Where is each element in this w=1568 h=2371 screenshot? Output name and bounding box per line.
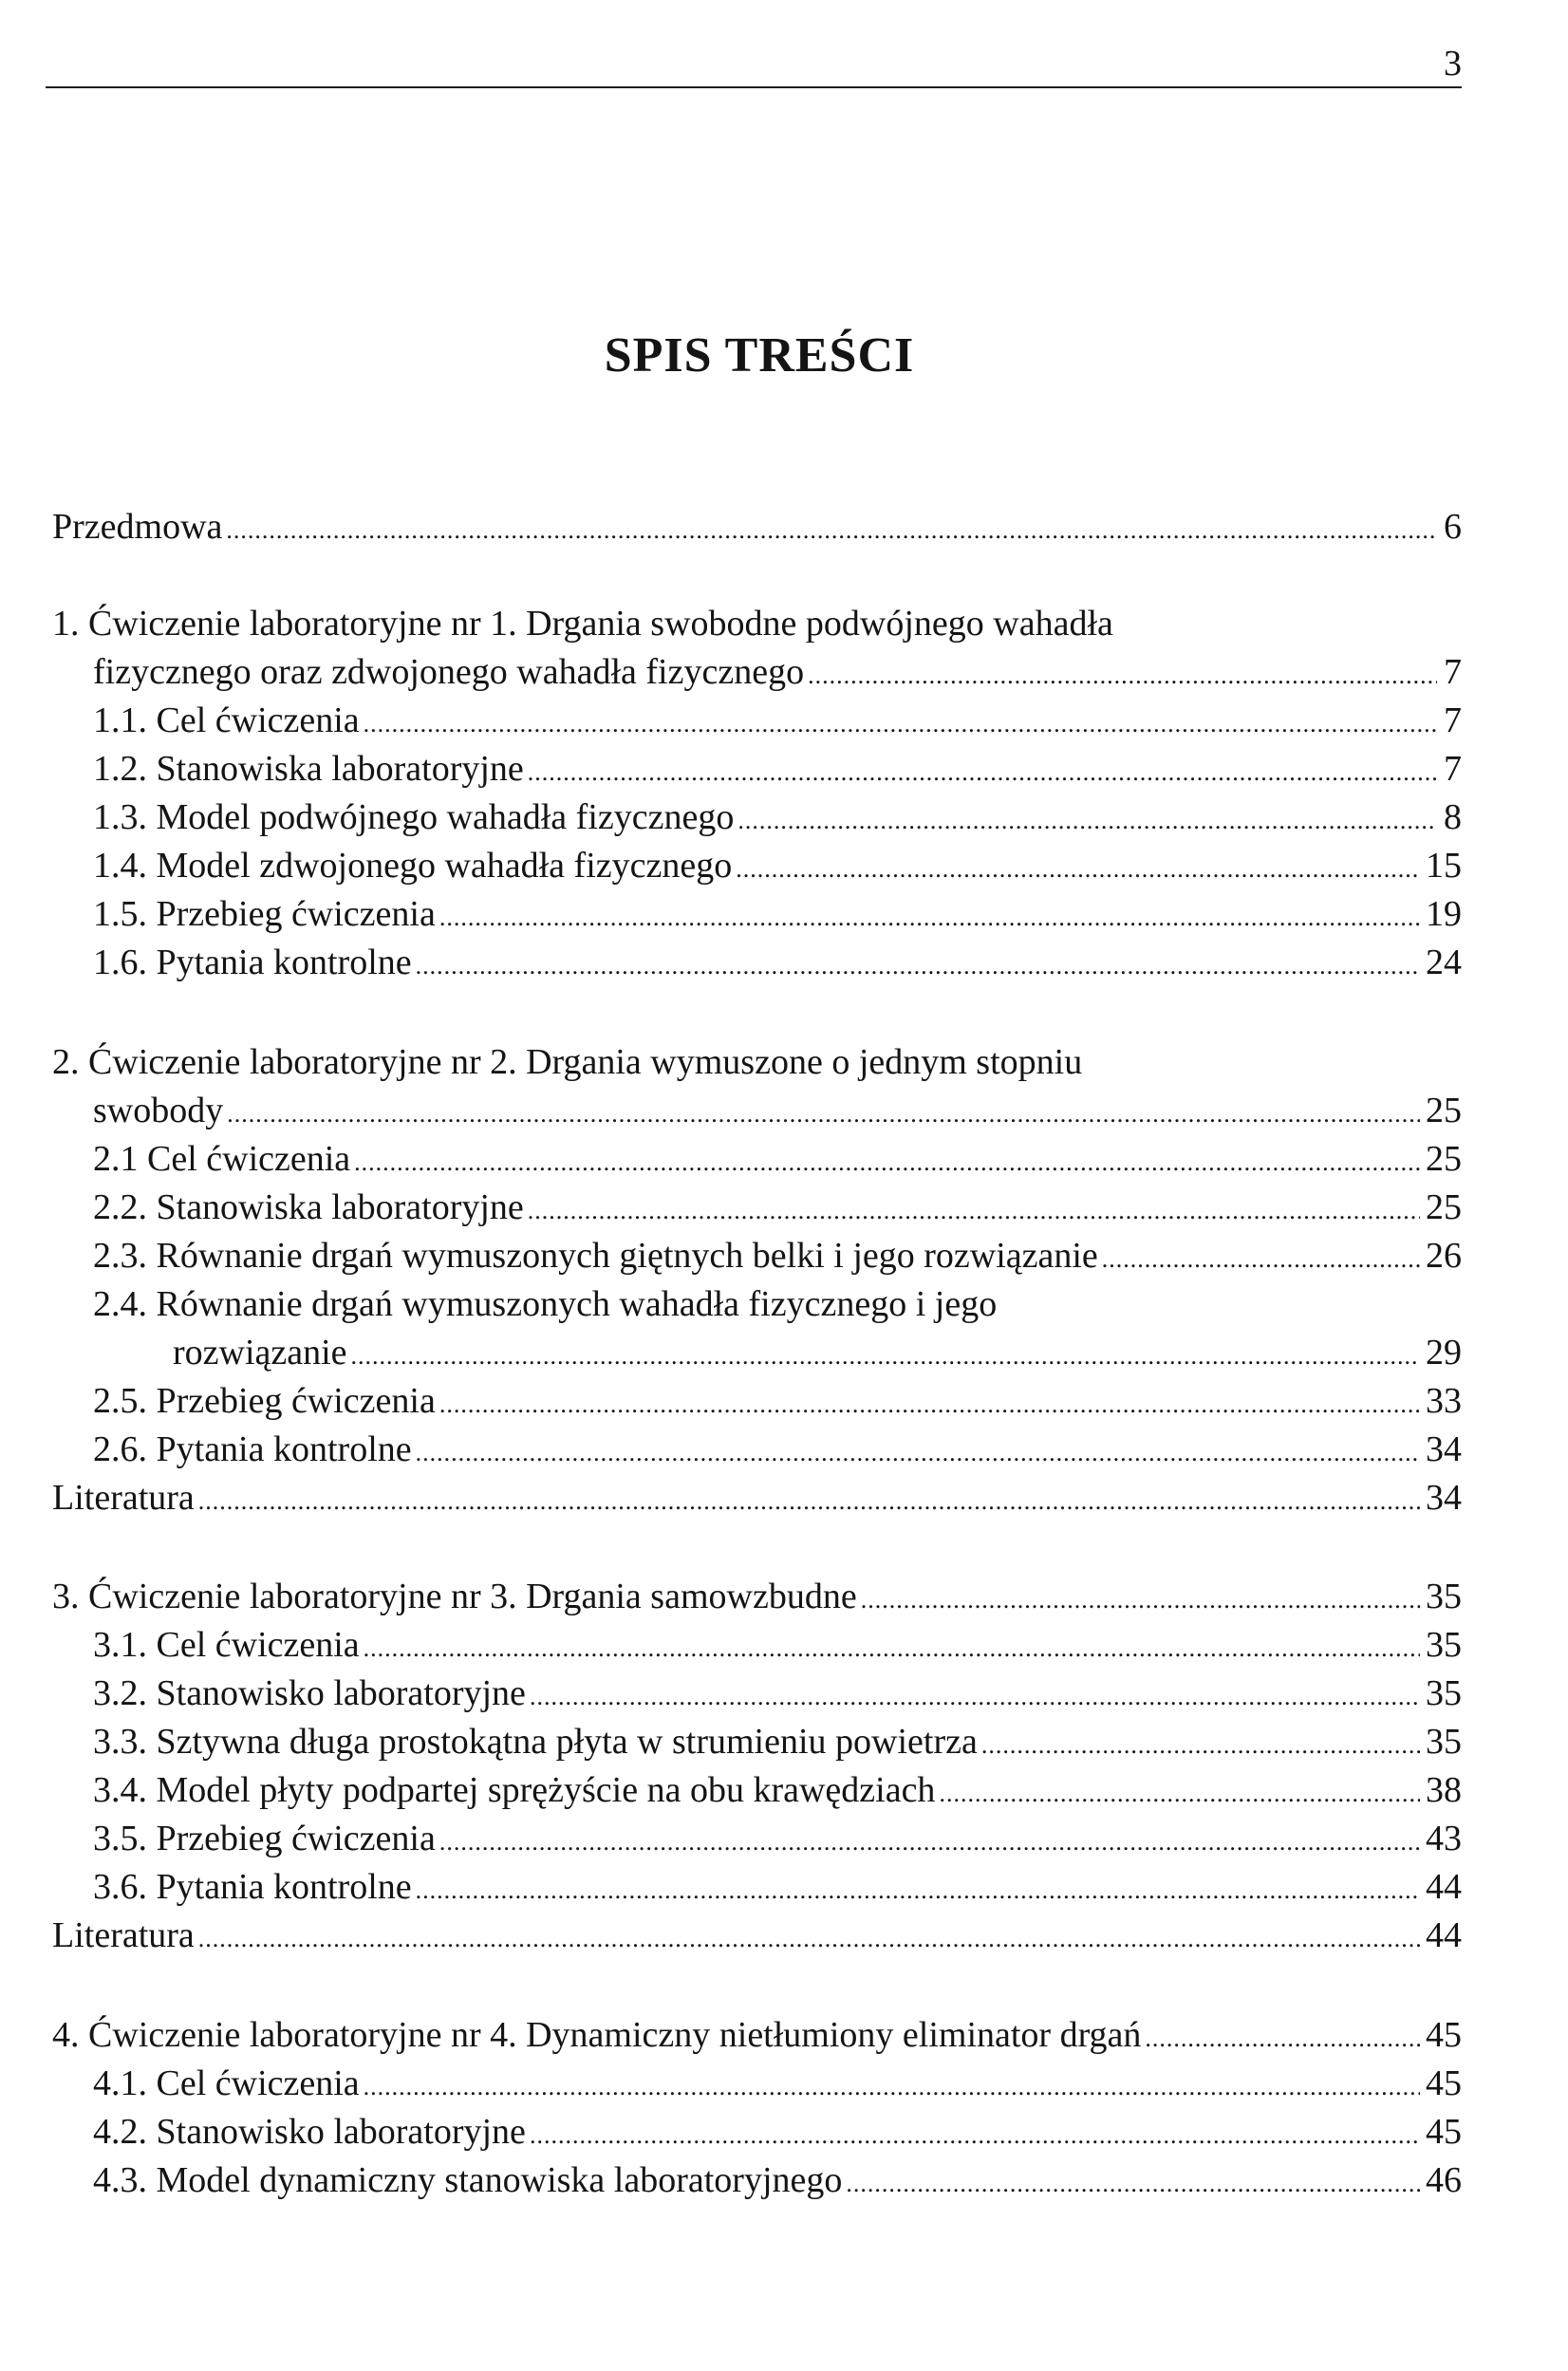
toc-entry-1-5[interactable]: [93, 890, 1462, 938]
toc-page-number: 38: [1426, 1770, 1462, 1810]
toc-entry-3-2[interactable]: [93, 1670, 1462, 1717]
dot-leader: [861, 1577, 1420, 1624]
toc-entry-2-3[interactable]: [93, 1232, 1462, 1279]
toc-entry-text: 4.2. Stanowisko laboratoryjne: [93, 2112, 526, 2152]
toc-entry-chapter-1[interactable]: [93, 648, 1462, 696]
toc-page-number: 15: [1426, 846, 1462, 886]
toc-entry-text: 3.5. Przebieg ćwiczenia: [93, 1819, 436, 1858]
toc-entry-2-4[interactable]: [173, 1329, 1462, 1376]
toc-entry-text: 2.2. Stanowiska laboratoryjne: [93, 1187, 524, 1227]
dot-leader: [416, 1429, 1420, 1477]
toc-entry-3-4[interactable]: [93, 1766, 1462, 1814]
dot-leader: [808, 652, 1437, 700]
toc-page-number: 43: [1426, 1819, 1462, 1858]
dot-leader: [227, 1091, 1420, 1138]
toc-page-number: 24: [1426, 943, 1462, 982]
toc-entry-2-4-heading[interactable]: [93, 1280, 997, 1328]
toc-entry-1-4[interactable]: [93, 842, 1462, 889]
dot-leader: [530, 1673, 1420, 1721]
dot-leader: [354, 1139, 1420, 1186]
toc-page-number: 29: [1426, 1333, 1462, 1372]
toc-page-number: 34: [1426, 1478, 1462, 1518]
toc-entry-text: Literatura: [52, 1478, 195, 1518]
toc-entry-text: 1.1. Cel ćwiczenia: [93, 700, 360, 740]
toc-page-number: 7: [1444, 700, 1462, 740]
toc-entry-4-3[interactable]: [93, 2156, 1462, 2204]
toc-entry-chapter-4[interactable]: [52, 2011, 1462, 2059]
toc-page-number: 25: [1426, 1139, 1462, 1179]
toc-page-number: 35: [1426, 1722, 1462, 1762]
dot-leader: [364, 2063, 1420, 2111]
toc-entry-text: 1.6. Pytania kontrolne: [93, 943, 412, 982]
toc-entry-text: 1.2. Stanowiska laboratoryjne: [93, 749, 524, 789]
toc-page-number: 25: [1426, 1187, 1462, 1227]
dot-leader: [364, 700, 1437, 748]
dot-leader: [364, 1625, 1420, 1672]
toc-entry-1-2[interactable]: [93, 745, 1462, 793]
dot-leader: [846, 2160, 1420, 2208]
toc-entry-2-1[interactable]: [93, 1135, 1462, 1183]
toc-entry-4-2[interactable]: [93, 2108, 1462, 2156]
toc-page-number: 45: [1426, 2063, 1462, 2103]
toc-entry-text: swobody: [93, 1091, 224, 1130]
toc-entry-1-6[interactable]: [93, 939, 1462, 986]
dot-leader: [351, 1333, 1420, 1380]
toc-entry-text: 2. Ćwiczenie laboratoryjne nr 2. Drgania wymuszone o jednym stopniu: [52, 1042, 1083, 1082]
toc-entry-2-5[interactable]: [93, 1377, 1462, 1425]
dot-leader: [416, 1867, 1420, 1914]
dot-leader: [439, 894, 1420, 942]
toc-entry-text: 2.3. Równanie drgań wymuszonych giętnych belki i jego rozwiązanie: [93, 1236, 1098, 1276]
toc-entry-chapter-2-heading[interactable]: [52, 1038, 1082, 1086]
toc-entry-text: fizycznego oraz zdwojonego wahadła fizycznego: [93, 652, 805, 692]
toc-entry-literature-3[interactable]: [52, 1912, 1462, 1959]
toc-entry-3-5[interactable]: [93, 1815, 1462, 1862]
dot-leader: [198, 1478, 1420, 1525]
toc-entry-text: 1.5. Przebieg ćwiczenia: [93, 894, 436, 934]
dot-leader: [439, 1819, 1420, 1866]
toc-entry-text: rozwiązanie: [173, 1333, 347, 1372]
toc-page-number: 26: [1426, 1236, 1462, 1276]
dot-leader: [530, 2112, 1420, 2159]
toc-page-number: 45: [1426, 2015, 1462, 2055]
toc-page-number: 45: [1426, 2112, 1462, 2152]
toc-entry-chapter-3[interactable]: [52, 1573, 1462, 1620]
toc-entry-chapter-2[interactable]: [93, 1087, 1462, 1134]
toc-entry-text: 2.6. Pytania kontrolne: [93, 1429, 412, 1469]
toc-page-number: 35: [1426, 1673, 1462, 1713]
toc-entry-text: 1.3. Model podwójnego wahadła fizycznego: [93, 797, 735, 837]
toc-page-number: 35: [1426, 1625, 1462, 1665]
dot-leader: [226, 507, 1437, 554]
toc-entry-text: 3.3. Sztywna długa prostokątna płyta w strumieniu powietrza: [93, 1722, 978, 1762]
toc-entry-text: 2.5. Przebieg ćwiczenia: [93, 1381, 436, 1421]
dot-leader: [737, 797, 1437, 845]
page-number: 3: [1444, 44, 1462, 84]
toc-page-number: 6: [1444, 507, 1462, 547]
toc-entry-literature-2[interactable]: [52, 1474, 1462, 1522]
toc-entry-text: 1.4. Model zdwojonego wahadła fizycznego: [93, 846, 733, 886]
toc-entry-1-1[interactable]: [93, 697, 1462, 744]
toc-page-number: 34: [1426, 1429, 1462, 1469]
toc-entry-text: 3.4. Model płyty podpartej sprężyście na obu krawędziach: [93, 1770, 936, 1810]
toc-entry-text: 2.4. Równanie drgań wymuszonych wahadła fizycznego i jego: [93, 1284, 998, 1324]
toc-entry-4-1[interactable]: [93, 2060, 1462, 2107]
toc-entry-text: 2.1 Cel ćwiczenia: [93, 1139, 351, 1179]
toc-entry-text: Przedmowa: [52, 507, 223, 547]
dot-leader: [198, 1915, 1420, 1963]
toc-entry-3-1[interactable]: [93, 1621, 1462, 1669]
toc-entry-3-6[interactable]: [93, 1863, 1462, 1911]
toc-entry-text: 4.1. Cel ćwiczenia: [93, 2063, 360, 2103]
toc-page-number: 7: [1444, 652, 1462, 692]
toc-entry-1-3[interactable]: [93, 793, 1462, 841]
toc-entry-2-2[interactable]: [93, 1184, 1462, 1231]
dot-leader: [416, 943, 1420, 990]
toc-page-number: 7: [1444, 749, 1462, 789]
toc-page-number: 44: [1426, 1867, 1462, 1907]
toc-entry-2-6[interactable]: [93, 1426, 1462, 1473]
toc-entry-text: 3.2. Stanowisko laboratoryjne: [93, 1673, 526, 1713]
dot-leader: [939, 1770, 1420, 1818]
toc-page-number: 46: [1426, 2160, 1462, 2200]
dot-leader: [439, 1381, 1420, 1428]
toc-entry-text: 4.3. Model dynamiczny stanowiska laboratoryjnego: [93, 2160, 843, 2200]
toc-entry-text: 4. Ćwiczenie laboratoryjne nr 4. Dynamiczny nietłumiony eliminator drgań: [52, 2015, 1142, 2055]
toc-entry-text: 1. Ćwiczenie laboratoryjne nr 1. Drgania swobodne podwójnego wahadła: [52, 604, 1113, 644]
toc-entry-preface[interactable]: [52, 503, 1462, 551]
toc-entry-text: Literatura: [52, 1915, 195, 1955]
toc-entry-text: 3.1. Cel ćwiczenia: [93, 1625, 360, 1665]
dot-leader: [736, 846, 1420, 893]
page-title: SPIS TREŚCI: [604, 327, 915, 383]
dot-leader: [981, 1722, 1420, 1769]
toc-page-number: 25: [1426, 1091, 1462, 1130]
dot-leader: [1102, 1236, 1420, 1283]
toc-entry-text: 3. Ćwiczenie laboratoryjne nr 3. Drgania samowzbudne: [52, 1577, 857, 1616]
toc-page-number: 35: [1426, 1577, 1462, 1616]
dot-leader: [1145, 2015, 1420, 2063]
toc-entry-chapter-1-heading[interactable]: [52, 600, 1113, 647]
toc-page-number: 33: [1426, 1381, 1462, 1421]
dot-leader: [528, 1187, 1420, 1235]
toc-page-number: 8: [1444, 797, 1462, 837]
toc-page-number: 44: [1426, 1915, 1462, 1955]
toc-entry-text: 3.6. Pytania kontrolne: [93, 1867, 412, 1907]
toc-entry-3-3[interactable]: [93, 1718, 1462, 1765]
dot-leader: [528, 749, 1437, 796]
toc-page-number: 19: [1426, 894, 1462, 934]
